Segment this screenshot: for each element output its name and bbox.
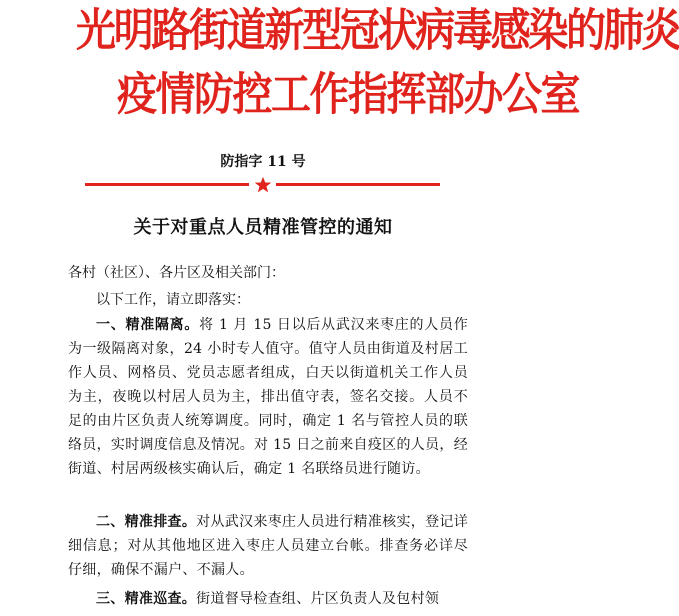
- header-title-line-2: 疫情防控工作指挥部办公室: [117, 68, 579, 121]
- section-paragraph: [68, 510, 468, 582]
- section-paragraph: [68, 313, 468, 481]
- red-rule-left: [85, 183, 249, 186]
- section-paragraph: [68, 587, 468, 611]
- red-rule-right: [276, 183, 440, 186]
- section-heading: 三、精准巡查。: [96, 591, 197, 607]
- section-heading: 二、精准排查。: [96, 514, 197, 530]
- intro-line: 以下工作，请立即落实：: [96, 292, 250, 308]
- notice-title: 关于对重点人员精准管控的通知: [133, 217, 393, 238]
- document-number: 防指字 11 号: [220, 154, 306, 170]
- section-heading: 一、精准隔离。: [96, 317, 200, 333]
- header-title-line-1: 光明路街道新型冠状病毒感染的肺炎: [76, 4, 679, 57]
- section-body: 将 1 月 15 日以后从武汉来枣庄的人员作为一级隔离对象，24 小时专人值守。值守人员由街道及村居工作人员、网格员、党员志愿者组成，白天以街道机关工作人员为主，夜晚以村居人员为主，排出值守表，签名交接。人员不足的由片区负责人统筹调度。同时，确定 1 名与管控人员的联络员，实时调度信息及情况。对 15 日之前来自疫区的人员，经街道、村居两级核实确认后，确定 1 名联络员进行随访。: [68, 317, 468, 477]
- addressee: 各村（社区）、各片区及相关部门：: [68, 265, 285, 281]
- red-star-icon: [254, 176, 272, 194]
- section-body: 对从武汉来枣庄人员进行精准核实，登记详细信息；对从其他地区进入枣庄人员建立台帐。排查务必详尽仔细，确保不漏户、不漏人。: [68, 514, 468, 578]
- section-body: 街道督导检查组、片区负责人及包村领: [196, 591, 440, 607]
